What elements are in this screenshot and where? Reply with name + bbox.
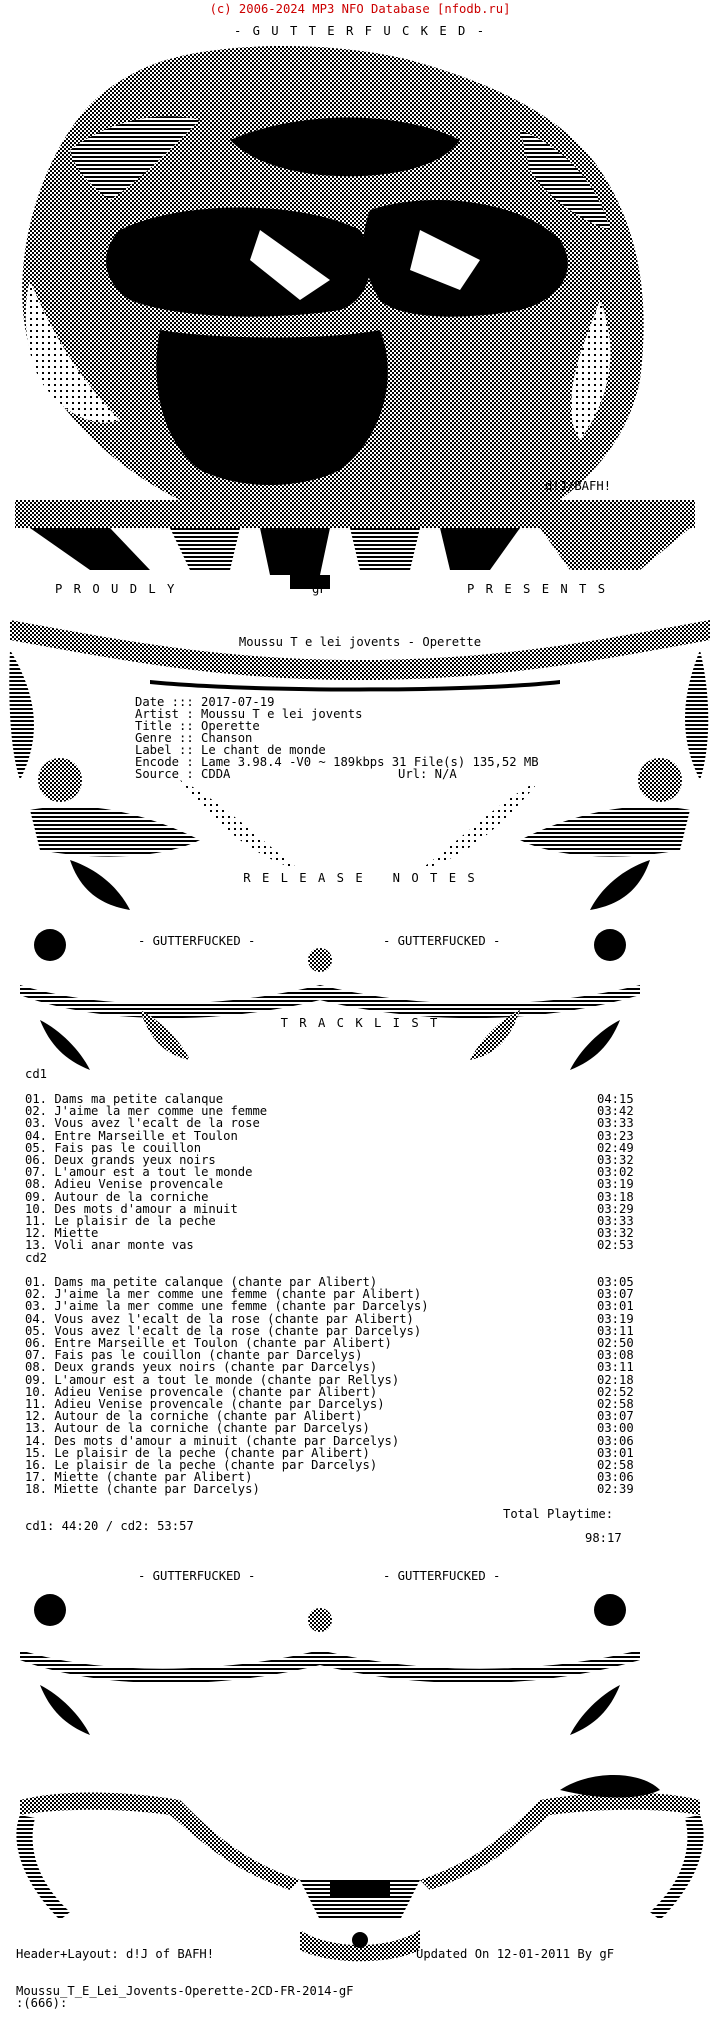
info-genre: Genre :: Chanson	[135, 731, 253, 745]
track-duration: 04:15	[597, 1092, 634, 1106]
presents-mid: gF	[312, 582, 327, 596]
info-encode: Encode : Lame 3.98.4 -V0 ~ 189kbps 31 File(s) 135,52 MB	[135, 755, 539, 769]
track-title: 07. L'amour est a tout le monde	[25, 1165, 253, 1180]
track-title: 14. Des mots d'amour a minuit (chante par Darcelys)	[25, 1433, 400, 1448]
total-playtime-value: 98:17	[585, 1531, 622, 1545]
presents-right: P R E S E N T S	[467, 582, 608, 596]
track-duration: 03:33	[597, 1116, 634, 1131]
track-duration: 03:19	[597, 1311, 634, 1326]
track-duration: 03:01	[597, 1445, 634, 1460]
track-duration: 03:07	[597, 1409, 634, 1424]
tracklist-heading: T R A C K L I S T	[280, 1016, 440, 1030]
track-title: 02. J'aime la mer comme une femme (chante par Alibert)	[25, 1287, 422, 1302]
track-title: 06. Deux grands yeux noirs	[25, 1153, 216, 1167]
track-duration: 03:00	[597, 1421, 634, 1436]
track-title: 11. Le plaisir de la peche	[25, 1214, 216, 1228]
track-title: 09. L'amour est a tout le monde (chante par Rellys)	[25, 1372, 400, 1387]
track-duration: 02:53	[597, 1238, 634, 1253]
track-duration: 03:11	[597, 1323, 634, 1338]
track-title: 16. Le plaisir de la peche (chante par Darcelys)	[25, 1458, 378, 1472]
track-title: 08. Adieu Venise provencale	[25, 1177, 224, 1192]
presents-left: P R O U D L Y	[55, 582, 177, 596]
track-title: 03. J'aime la mer comme une femme (chante par Darcelys)	[25, 1299, 429, 1314]
gutterfucked-divider-2	[20, 1594, 640, 1735]
track-title: 04. Vous avez l'ecalt de la rose (chante par Alibert)	[25, 1311, 414, 1326]
gutterfucked-right-1: - GUTTERFUCKED -	[383, 934, 501, 948]
track-title: 01. Dams ma petite calanque	[25, 1092, 224, 1106]
info-source: Source : CDDA	[135, 767, 231, 781]
track-title: 13. Voli anar monte vas	[25, 1238, 194, 1253]
track-duration: 03:42	[597, 1104, 634, 1119]
track-title: 07. Fais pas le couillon (chante par Darcelys)	[25, 1348, 363, 1363]
art-signature: d!J/BAFH!	[545, 479, 612, 493]
track-duration: 03:05	[597, 1275, 634, 1289]
info-date: Date ::: 2017-07-19	[135, 695, 275, 709]
track-title: 10. Des mots d'amour a minuit	[25, 1201, 238, 1216]
track-duration: 03:11	[597, 1360, 634, 1375]
track-title: 12. Miette	[25, 1226, 99, 1241]
track-duration: 02:58	[597, 1458, 634, 1472]
track-duration: 03:06	[597, 1433, 634, 1448]
track-duration: 02:18	[597, 1372, 634, 1387]
track-duration: 02:50	[597, 1336, 634, 1350]
info-url: Url: N/A	[398, 767, 457, 781]
track-title: 03. Vous avez l'ecalt de la rose	[25, 1116, 260, 1131]
track-duration: 03:08	[597, 1348, 634, 1363]
track-duration: 03:02	[597, 1165, 634, 1180]
cd-playtimes: cd1: 44:20 / cd2: 53:57	[25, 1519, 194, 1533]
track-duration: 03:29	[597, 1201, 634, 1216]
track-title: 01. Dams ma petite calanque (chante par Alibert)	[25, 1275, 378, 1289]
face-art	[22, 46, 643, 500]
gutterfucked-right-2: - GUTTERFUCKED -	[383, 1569, 501, 1583]
track-duration: 03:19	[597, 1177, 634, 1192]
track-title: 02. J'aime la mer comme une femme	[25, 1104, 268, 1119]
release-notes-heading: R E L E A S E N O T E S	[243, 871, 477, 885]
gutterfucked-left-1: - GUTTERFUCKED -	[138, 934, 256, 948]
track-title: 05. Fais pas le couillon	[25, 1140, 202, 1155]
track-duration: 03:23	[597, 1128, 634, 1143]
track-title: 11. Adieu Venise provencale (chante par Darcelys)	[25, 1397, 385, 1411]
track-title: 13. Autour de la corniche (chante par Darcelys)	[25, 1421, 370, 1436]
track-title: 06. Entre Marseille et Toulon (chante par Alibert)	[25, 1336, 392, 1350]
info-artist: Artist : Moussu T e lei jovents	[135, 707, 363, 721]
cd2-label: cd2	[25, 1251, 48, 1265]
gutterfucked-divider-1	[20, 929, 640, 1070]
info-title: Title :: Operette	[135, 719, 260, 733]
footer-tag: :(666):	[16, 1996, 68, 2010]
site-header[interactable]: (c) 2006-2024 MP3 NFO Database [nfodb.ru]	[209, 2, 511, 16]
track-duration: 03:32	[597, 1153, 634, 1167]
track-duration: 02:52	[597, 1384, 634, 1399]
credits-layout: Header+Layout: d!J of BAFH!	[16, 1947, 215, 1961]
logo-band	[15, 500, 695, 589]
info-label: Label :: Le chant de monde	[135, 743, 326, 757]
track-title: 08. Deux grands yeux noirs (chante par Darcelys)	[25, 1360, 378, 1375]
track-duration: 02:39	[597, 1482, 634, 1497]
release-title: Moussu T e lei jovents - Operette	[238, 635, 482, 649]
release-filename: Moussu_T_E_Lei_Jovents-Operette-2CD-FR-2014-gF	[16, 1984, 354, 1998]
group-banner: - G U T T E R F U C K E D -	[233, 24, 487, 38]
track-duration: 02:49	[597, 1140, 634, 1155]
track-title: 18. Miette (chante par Darcelys)	[25, 1482, 260, 1497]
track-duration: 03:18	[597, 1189, 634, 1204]
track-duration: 03:01	[597, 1299, 634, 1314]
track-title: 09. Autour de la corniche	[25, 1189, 209, 1204]
cd1-label: cd1	[25, 1067, 48, 1081]
credits-updated: Updated On 12-01-2011 By gF	[416, 1947, 615, 1961]
gutterfucked-left-2: - GUTTERFUCKED -	[138, 1569, 256, 1583]
track-title: 15. Le plaisir de la peche (chante par Alibert)	[25, 1445, 370, 1460]
track-duration: 03:07	[597, 1287, 634, 1302]
track-duration: 03:33	[597, 1214, 634, 1228]
track-title: 10. Adieu Venise provencale (chante par Alibert)	[25, 1384, 378, 1399]
track-title: 05. Vous avez l'ecalt de la rose (chante par Darcelys)	[25, 1323, 422, 1338]
bottom-frame	[16, 1775, 703, 1961]
total-playtime-label: Total Playtime:	[503, 1507, 614, 1521]
track-duration: 03:32	[597, 1226, 634, 1241]
track-title: 04. Entre Marseille et Toulon	[25, 1128, 238, 1143]
track-duration: 02:58	[597, 1397, 634, 1411]
track-duration: 03:06	[597, 1470, 634, 1485]
track-title: 12. Autour de la corniche (chante par Alibert)	[25, 1409, 363, 1424]
track-title: 17. Miette (chante par Alibert)	[25, 1470, 253, 1485]
